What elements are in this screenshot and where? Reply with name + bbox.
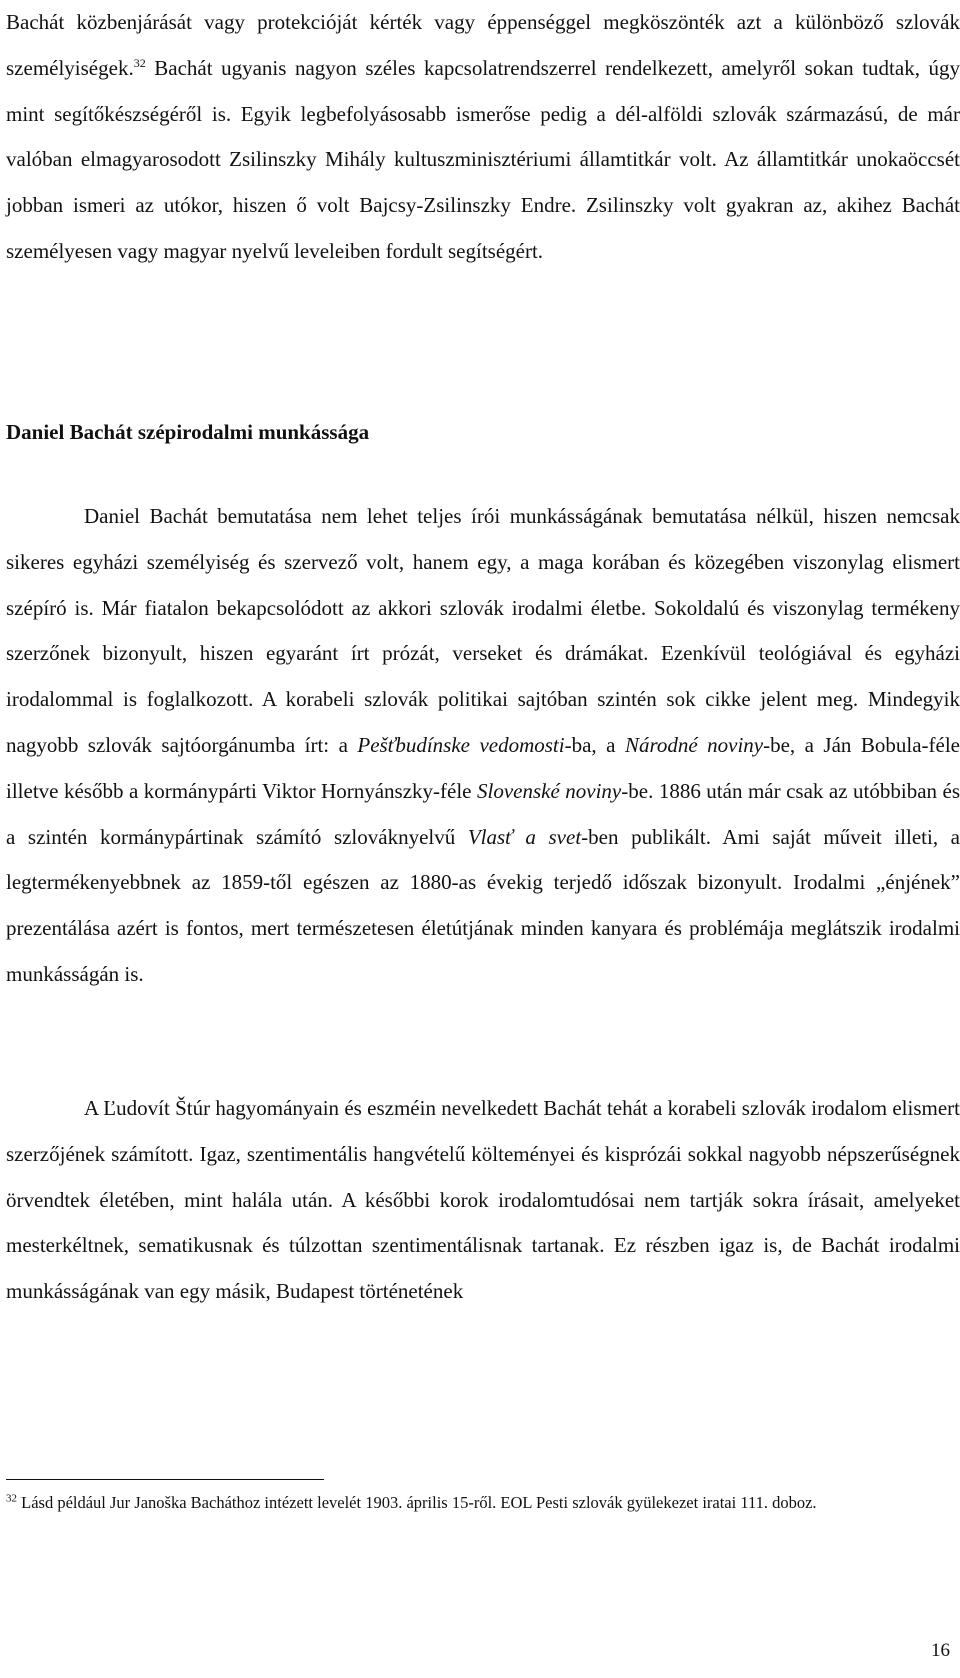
newspaper-title-2: Národné noviny <box>624 732 764 757</box>
footnote <box>6 1491 886 1514</box>
newspaper-title-4: Vlasť a svet <box>467 824 582 849</box>
paragraph-2-text-5: -ben publikált. Ami saját műveit illeti, a legtermékenyebbnek az 1859-től egészen az 1880-as évekig terjedő időszak bizonyult. Irodalmi „énjének” prezentálása azért is fontos, mert természetesen életútjának minden kanyara és problémája meglátszik irodalmi munkásságán is. <box>6 824 960 986</box>
footnote-text: Lásd például Jur Janoška Bacháthoz intézett levelét 1903. április 15-ről. EOL Pesti szlovák gyülekezet iratai 111. doboz. <box>17 1493 817 1512</box>
paragraph-2-text-3: -be, a Ján Bobula-féle illetve később a kormánypárti Viktor Hornyánszky-féle <box>6 732 960 803</box>
paragraph-2-text-2: -ba, a <box>564 732 625 757</box>
newspaper-title-3: Slovenské noviny <box>477 778 622 803</box>
body-paragraph-1 <box>6 0 960 275</box>
paragraph-1-text-b: Bachát ugyanis nagyon széles kapcsolatrendszerrel rendelkezett, amelyről sokan tudtak, úgy mint segítőkészségéről is. Egyik legbefolyásosabb ismerőse pedig a dél-alföldi szlovák származású, de már valóban elmagyarosodott Zsilinszky Mihály kultuszminisztériumi államtitkár volt. Az államtitkár unokaöccsét jobban ismeri az utókor, hiszen ő volt Bajcsy-Zsilinszky Endre. Zsilinszky volt gyakran az, akihez Bachát személyesen vagy magyar nyelvű leveleiben fordult segítségért. <box>6 55 960 263</box>
body-paragraph-2 <box>6 494 960 998</box>
footnote-divider <box>6 1479 324 1480</box>
section-heading: Daniel Bachát szépirodalmi munkássága <box>6 420 370 444</box>
footnote-number: 32 <box>6 1492 17 1505</box>
body-paragraph-3: A Ľudovít Štúr hagyományain és eszméin nevelkedett Bachát tehát a korabeli szlovák irodalom elismert szerzőjének számított. Igaz, szentimentális hangvételű költeményei és kisprózái sokkal nagyobb népszerűségnek örvendtek életében, mint halála után. A későbbi korok irodalomtudósai nem tartják sokra írásait, amelyeket mesterkéltnek, sematikusnak és túlzottan szentimentálisnak tartanak. Ez részben igaz is, de Bachát irodalmi munkásságának van egy másik, Budapest történetének <box>6 1096 960 1304</box>
newspaper-title-1: Pešťbudínske vedomosti <box>357 732 565 757</box>
paragraph-2-text-4: -be. 1886 után már csak az utóbbiban és a szintén kormánypártinak számító szlováknyelvű <box>6 778 960 849</box>
paragraph-2-text-1: Daniel Bachát bemutatása nem lehet teljes írói munkásságának bemutatása nélkül, hiszen nemcsak sikeres egyházi személyiség és szervező volt, hanem egy, a maga korában és közegében viszonylag elismert szépíró is. Már fiatalon bekapcsolódott az akkori szlovák irodalmi életbe. Sokoldalú és viszonylag termékeny szerzőnek bizonyult, hiszen egyaránt írt prózát, verseket és drámákat. Ezenkívül teológiával és egyházi irodalommal is foglalkozott. A korabeli szlovák politikai sajtóban szintén sok cikke jelent meg. Mindegyik nagyobb szlovák sajtóorgánumba írt: a <box>6 504 960 757</box>
footnote-reference[interactable]: 32 <box>133 55 146 70</box>
page-number: 16 <box>931 1640 950 1661</box>
paragraph-1-text-a: Bachát közbenjárását vagy protekcióját kérték vagy éppenséggel megköszönték azt a különböző szlovák személyiségek. <box>6 10 960 80</box>
